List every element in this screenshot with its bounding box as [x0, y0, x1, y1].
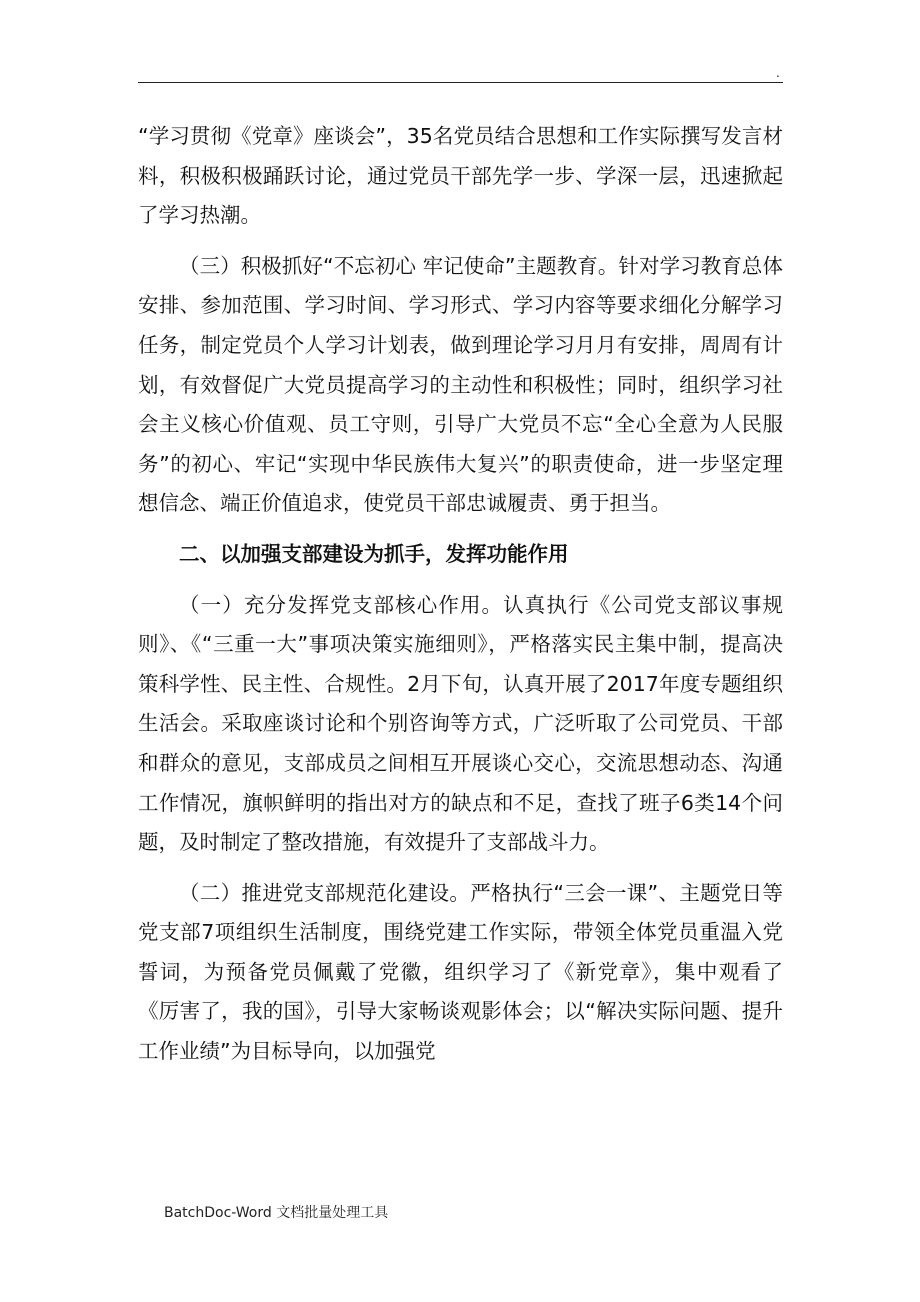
paragraph-continuation: “学习贯彻《党章》座谈会”，35名党员结合思想和工作实际撰写发言材料，积极积极踊跃讨论，通过党员干部先学一步、学深一层，迅速掀起了学习热潮。 — [138, 124, 783, 228]
paragraph-branch-standardization: （二）推进党支部规范化建设。严格执行“三会一课”、主题党日等党支部7项组织生活制度，围绕党建工作实际，带领全体党员重温入党誓词，为预备党员佩戴了党徽，组织学习了《新党章》，集中观看了《厉害了，我的国》，引导大家畅谈观影体会；以“解决实际问题、提升工作业绩”为目标导向，以加强党 — [138, 880, 783, 1064]
footer-watermark: BatchDoc-Word 文档批量处理工具 — [164, 1205, 389, 1221]
header-rule — [138, 82, 783, 83]
paragraph-branch-core-role: （一）充分发挥党支部核心作用。认真执行《公司党支部议事规则》、《“三重一大”事项决策实施细则》，严格落实民主集中制，提高决策科学性、民主性、合规性。2月下旬，认真开展了2017年度专题组织生活会。采取座谈讨论和个别咨询等方式，广泛听取了公司党员、干部和群众的意见，支部成员之间相互开展谈心交心，交流思想动态、沟通工作情况，旗帜鲜明的指出对方的缺点和不足，查找了班子6类14个问题，及时制定了整改措施，有效提升了支部战斗力。 — [138, 592, 783, 855]
document-body — [138, 117, 783, 1072]
section-heading-2: 二、以加强支部建设为抓手，发挥功能作用 — [179, 541, 569, 566]
paragraph-theme-education: （三）积极抓好“不忘初心 牢记使命”主题教育。针对学习教育总体安排、参加范围、学习时间、学习形式、学习内容等要求细化分解学习任务，制定党员个人学习计划表，做到理论学习月月有安排，周周有计划，有效督促广大党员提高学习的主动性和积极性；同时，组织学习社会主义核心价值观、员工守则，引导广大党员不忘“全心全意为人民服务”的初心、牢记“实现中华民族伟大复兴”的职责使命，进一步坚定理想信念、端正价值追求，使党员干部忠诚履责、勇于担当。 — [138, 253, 783, 516]
header-mark: . — [776, 66, 780, 80]
